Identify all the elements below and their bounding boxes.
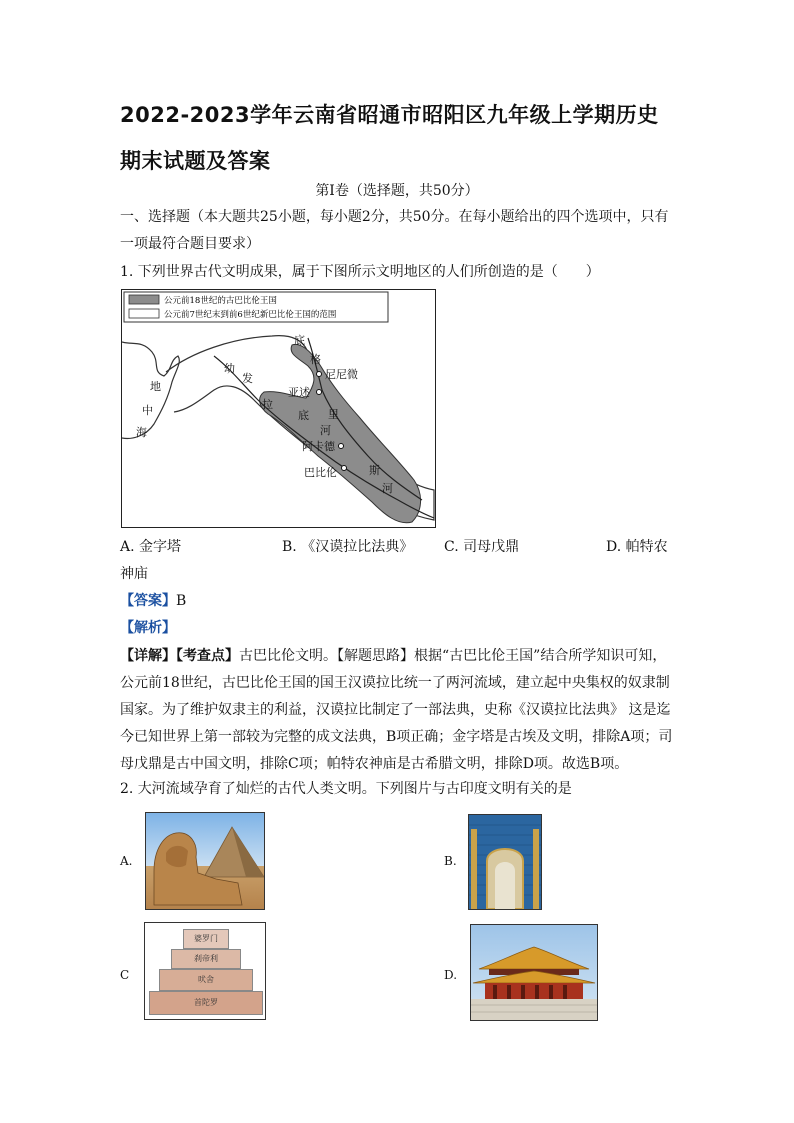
answer-tag: 【答案】 bbox=[120, 593, 176, 609]
map-label-ge: 格 bbox=[310, 353, 321, 366]
city-dot-babilun bbox=[342, 466, 347, 471]
city-dot-akade bbox=[339, 444, 344, 449]
legend-swatch-gray bbox=[129, 295, 159, 304]
map-label-babilun: 巴比伦 bbox=[304, 466, 337, 479]
map-label-si: 斯 bbox=[369, 464, 380, 477]
detail-tag: 【详解】【考查点】 bbox=[120, 648, 239, 664]
legend-label-2: 公元前7世纪末到前6世纪新巴比伦王国的范围 bbox=[164, 310, 337, 320]
map-label-sea2: 中 bbox=[142, 404, 153, 417]
map-label-niniwei: 尼尼微 bbox=[325, 368, 358, 381]
q1-option-a: A. 金字塔 bbox=[120, 539, 182, 555]
q1-option-c: C. 司母戊鼎 bbox=[444, 539, 520, 555]
question-1: 1. 下列世界古代文明成果，属于下图所示文明地区的人们所创造的是（ ） bbox=[120, 264, 600, 280]
answer-value: B bbox=[176, 593, 187, 609]
q2-label-b: B. bbox=[444, 854, 457, 868]
mesopotamia-map bbox=[121, 289, 436, 528]
map-label-fa: 发 bbox=[242, 372, 253, 385]
city-dot-yashu bbox=[317, 390, 322, 395]
map-label-la: 拉 bbox=[262, 398, 273, 411]
map-label-akade: 阿卡德 bbox=[302, 440, 335, 453]
ishtar-gate-image bbox=[468, 814, 542, 910]
caste-level-2: 刹帝利 bbox=[171, 949, 241, 969]
q1-option-b: B. 《汉谟拉比法典》 bbox=[282, 539, 414, 555]
map-label-he1: 河 bbox=[320, 424, 331, 437]
caste-level-4: 首陀罗 bbox=[149, 991, 263, 1015]
section-title: 第Ⅰ卷（选择题，共50分） bbox=[315, 183, 479, 199]
legend-label-1: 公元前18世纪的古巴比伦王国 bbox=[164, 296, 277, 306]
q1-answer bbox=[120, 590, 186, 610]
map-label-sea1: 地 bbox=[150, 380, 161, 393]
legend-swatch-white bbox=[129, 309, 159, 318]
caste-level-3: 吠舍 bbox=[159, 969, 253, 991]
map-label-sea3: 海 bbox=[136, 426, 147, 439]
forbidden-city-image bbox=[470, 924, 598, 1021]
q2-label-d: D. bbox=[444, 968, 458, 982]
analysis-tag: 【解析】 bbox=[120, 620, 176, 636]
caste-pyramid-image bbox=[144, 922, 266, 1020]
q1-option-d-continued: 神庙 bbox=[120, 566, 148, 582]
question-2: 2. 大河流域孕育了灿烂的古代人类文明。下列图片与古印度文明有关的是 bbox=[120, 781, 572, 797]
caste-level-1: 婆罗门 bbox=[183, 929, 229, 949]
map-label-di2: 底 bbox=[294, 334, 305, 347]
instructions: 一、选择题（本大题共25小题，每小题2分，共50分。在每小题给出的四个选项中，只有一项最符合题目要求） bbox=[120, 209, 669, 252]
q2-label-c: C bbox=[120, 968, 130, 982]
city-dot-niniwei bbox=[317, 372, 322, 377]
q2-label-a: A. bbox=[120, 854, 133, 868]
q1-option-d: D. 帕特农 bbox=[606, 539, 668, 555]
map-label-you: 幼 bbox=[224, 362, 235, 375]
detail-text: 古巴比伦文明。【解题思路】根据“古巴比伦王国”结合所学知识可知，公元前18世纪，古巴比伦王国的国王汉谟拉比统一了两河流域，建立起中央集权的奴隶制国家。为了维护奴隶主的利益，汉谟拉比制定了一部法典，史称《汉谟拉比法典》 这是迄今已知世界上第一部较为完整的成文法典，B项正确；金字塔是古埃及文明，排除A项；司母戊鼎是古中国文明，排除C项；帕特农神庙是古希腊文明，排除D项。故选B项。 bbox=[120, 648, 673, 772]
page-title: 2022-2023学年云南省昭通市昭阳区九年级上学期历史期末试题及答案 bbox=[120, 103, 659, 173]
map-label-li: 里 bbox=[328, 408, 339, 421]
q1-detail bbox=[120, 643, 676, 778]
sphinx-pyramid-image bbox=[145, 812, 265, 910]
map-label-yashu: 亚述 bbox=[288, 386, 310, 399]
map-label-he2: 河 bbox=[382, 482, 393, 495]
map-label-di: 底 bbox=[298, 409, 309, 422]
